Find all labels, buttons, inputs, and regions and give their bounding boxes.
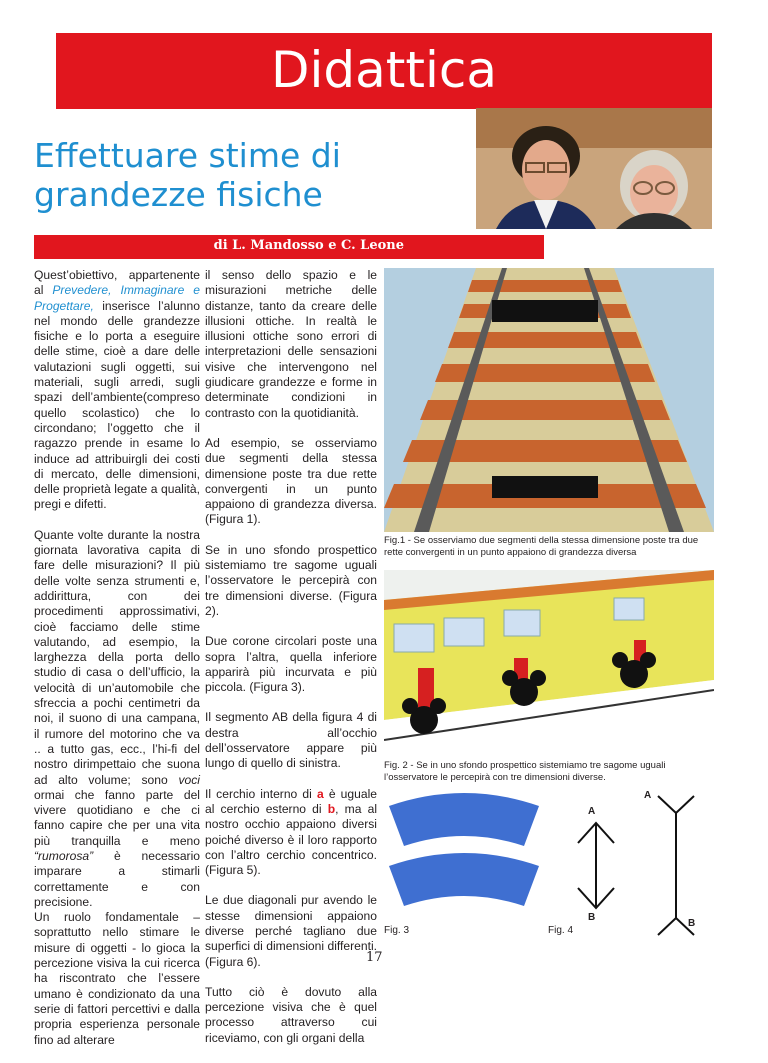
paragraph [34,528,200,910]
text: Quante volte durante la nostra giornata lavorativa capita di fare delle misurazioni? Il più delle volte senza strumenti e, addirittura, con dei procedimenti approssimativi, cioè facciamo delle stime valutando, ad esempio, la larghezza della porta dello studio di casa o dell’ufficio, la velocità di un’automobile che sfreccia a pochi centimetri da noi, il suono di una campana, il rumore del motorino che va .. a tutto gas, ecc., l’hi-fi del nostro dirimpettaio che suona ad alto volume; sono [34,527,200,787]
figure-1-railway-illusion [384,268,714,532]
text: il senso dello spazio e le misurazioni metriche delle distanze, tanto da creare delle illusioni ottiche. [205,268,377,328]
figure-2-caption: Fig. 2 - Se in uno sfondo prospettico sistemiamo tre sagome uguali l’osservatore le percepirà con tre dimensioni diverse. [384,760,666,783]
figure-4-label: Fig. 4 [548,925,574,936]
section-title: Didattica [270,41,497,99]
letter-a-right: A [644,790,652,801]
section-banner [56,33,712,109]
byline-bar [34,235,544,259]
letter-a-left: A [588,806,596,817]
text: inserisce l’alunno nel mondo delle grandezze fisiche e lo porta a eseguire delle stime, cioè a dare delle valutazioni sugli oggetti, sui materiali, sugli arredi, sugli spazi dell’ambiente(compreso quello scolastico) che lo circondano; l’oggetto che il ragazzo prende in esame lo induce ad attribuirgli dei costi di mercato, delle dimensioni, delle proprietà legate a qualità, pregi e difetti. [34,298,200,512]
paragraph: Le due diagonali pur avendo le stesse dimensioni appaiono diverse perché tagliano due superfici di dimensioni differenti. (Figura 6). [205,893,377,969]
figure-4-muller-lyer-illusion [548,788,714,938]
paragraph [205,268,377,421]
byline: di L. Mandosso e C. Leone [213,238,404,253]
letter-b-left: B [588,912,596,923]
paragraph: Il segmento AB della figura 4 di destra all’occhio dell’osservatore appare più lungo di quello di sinistra. [205,710,377,771]
author-photo [476,108,712,229]
text: è uguale al cerchio esterno di [205,786,377,816]
paragraph [34,268,200,513]
paragraph: Se in uno sfondo prospettico sistemiamo tre sagome uguali l’osservatore le percepirà con tre dimensioni diverse. (Figura 2). [205,542,377,618]
page-number: 17 [366,950,383,965]
column-1 [34,268,200,1063]
paragraph: Ad esempio, se osserviamo due segmenti della stessa dimensione poste tra due rette convergenti in un punto appaiono di grandezza diversa. (Figura 1). [205,435,377,527]
paragraph: Tutto ciò è dovuto alla percezione visiva che è quel processo attraverso cui riceviamo, con gli organi della [205,984,377,1045]
figure-1-caption: Fig.1 - Se osserviamo due segmenti della stessa dimensione poste tra due rette convergenti in un punto appaiono di grandezza diversa [384,535,699,558]
figure-3-label: Fig. 3 [384,925,410,936]
text: è necessario imparare a stimarli correttamente e con precisione. [34,848,200,909]
text: voci [178,772,200,787]
link-text: Prevedere, Immaginare e Progettare, [34,283,200,313]
article-title: Effettuare stime di grandezze fisiche [34,136,341,214]
letter-a: a [316,786,324,801]
paragraph [205,787,377,879]
letter-b-right: B [688,918,696,929]
text: , ma al nostro occhio appaiono diversi poiché diverso è il loro rapporto con l’altro cerchio concentrico. (Figura 5). [205,801,378,878]
letter-b: b [327,801,336,816]
text: ormai che fanno parte del vivere quotidiano e che ci fanno capire che per una vita più tranquilla e meno [34,787,200,848]
figure-3-jastrow-illusion [384,788,544,938]
paragraph: Un ruolo fondamentale – soprattutto nello stimare le misure di oggetti - lo gioca la percezione visiva la cui ricerca ha riscontrato che l’essere umano è condizionato da una serie di fattori percettivi e dalla propria esperienza personale fino ad alterare [34,910,200,1047]
text: “rumorosa” [34,848,94,863]
figure-2-perspective-silhouettes [384,570,714,750]
paragraph: Due corone circolari poste una sopra l’altra, quella inferiore apparirà più incurvata e più piccola. (Figura 3). [205,634,377,695]
text: In realtà le illusioni ottiche sono errori di interpretazioni delle sensazioni visive che intervengono nel giudicare grandezze e forme in determinate condizioni in contrasto con la quotidianità. [205,313,377,420]
column-2 [205,268,377,1061]
text: Il cerchio interno di [205,786,317,801]
text: Quest’obiettivo, appartenente al [34,268,200,298]
